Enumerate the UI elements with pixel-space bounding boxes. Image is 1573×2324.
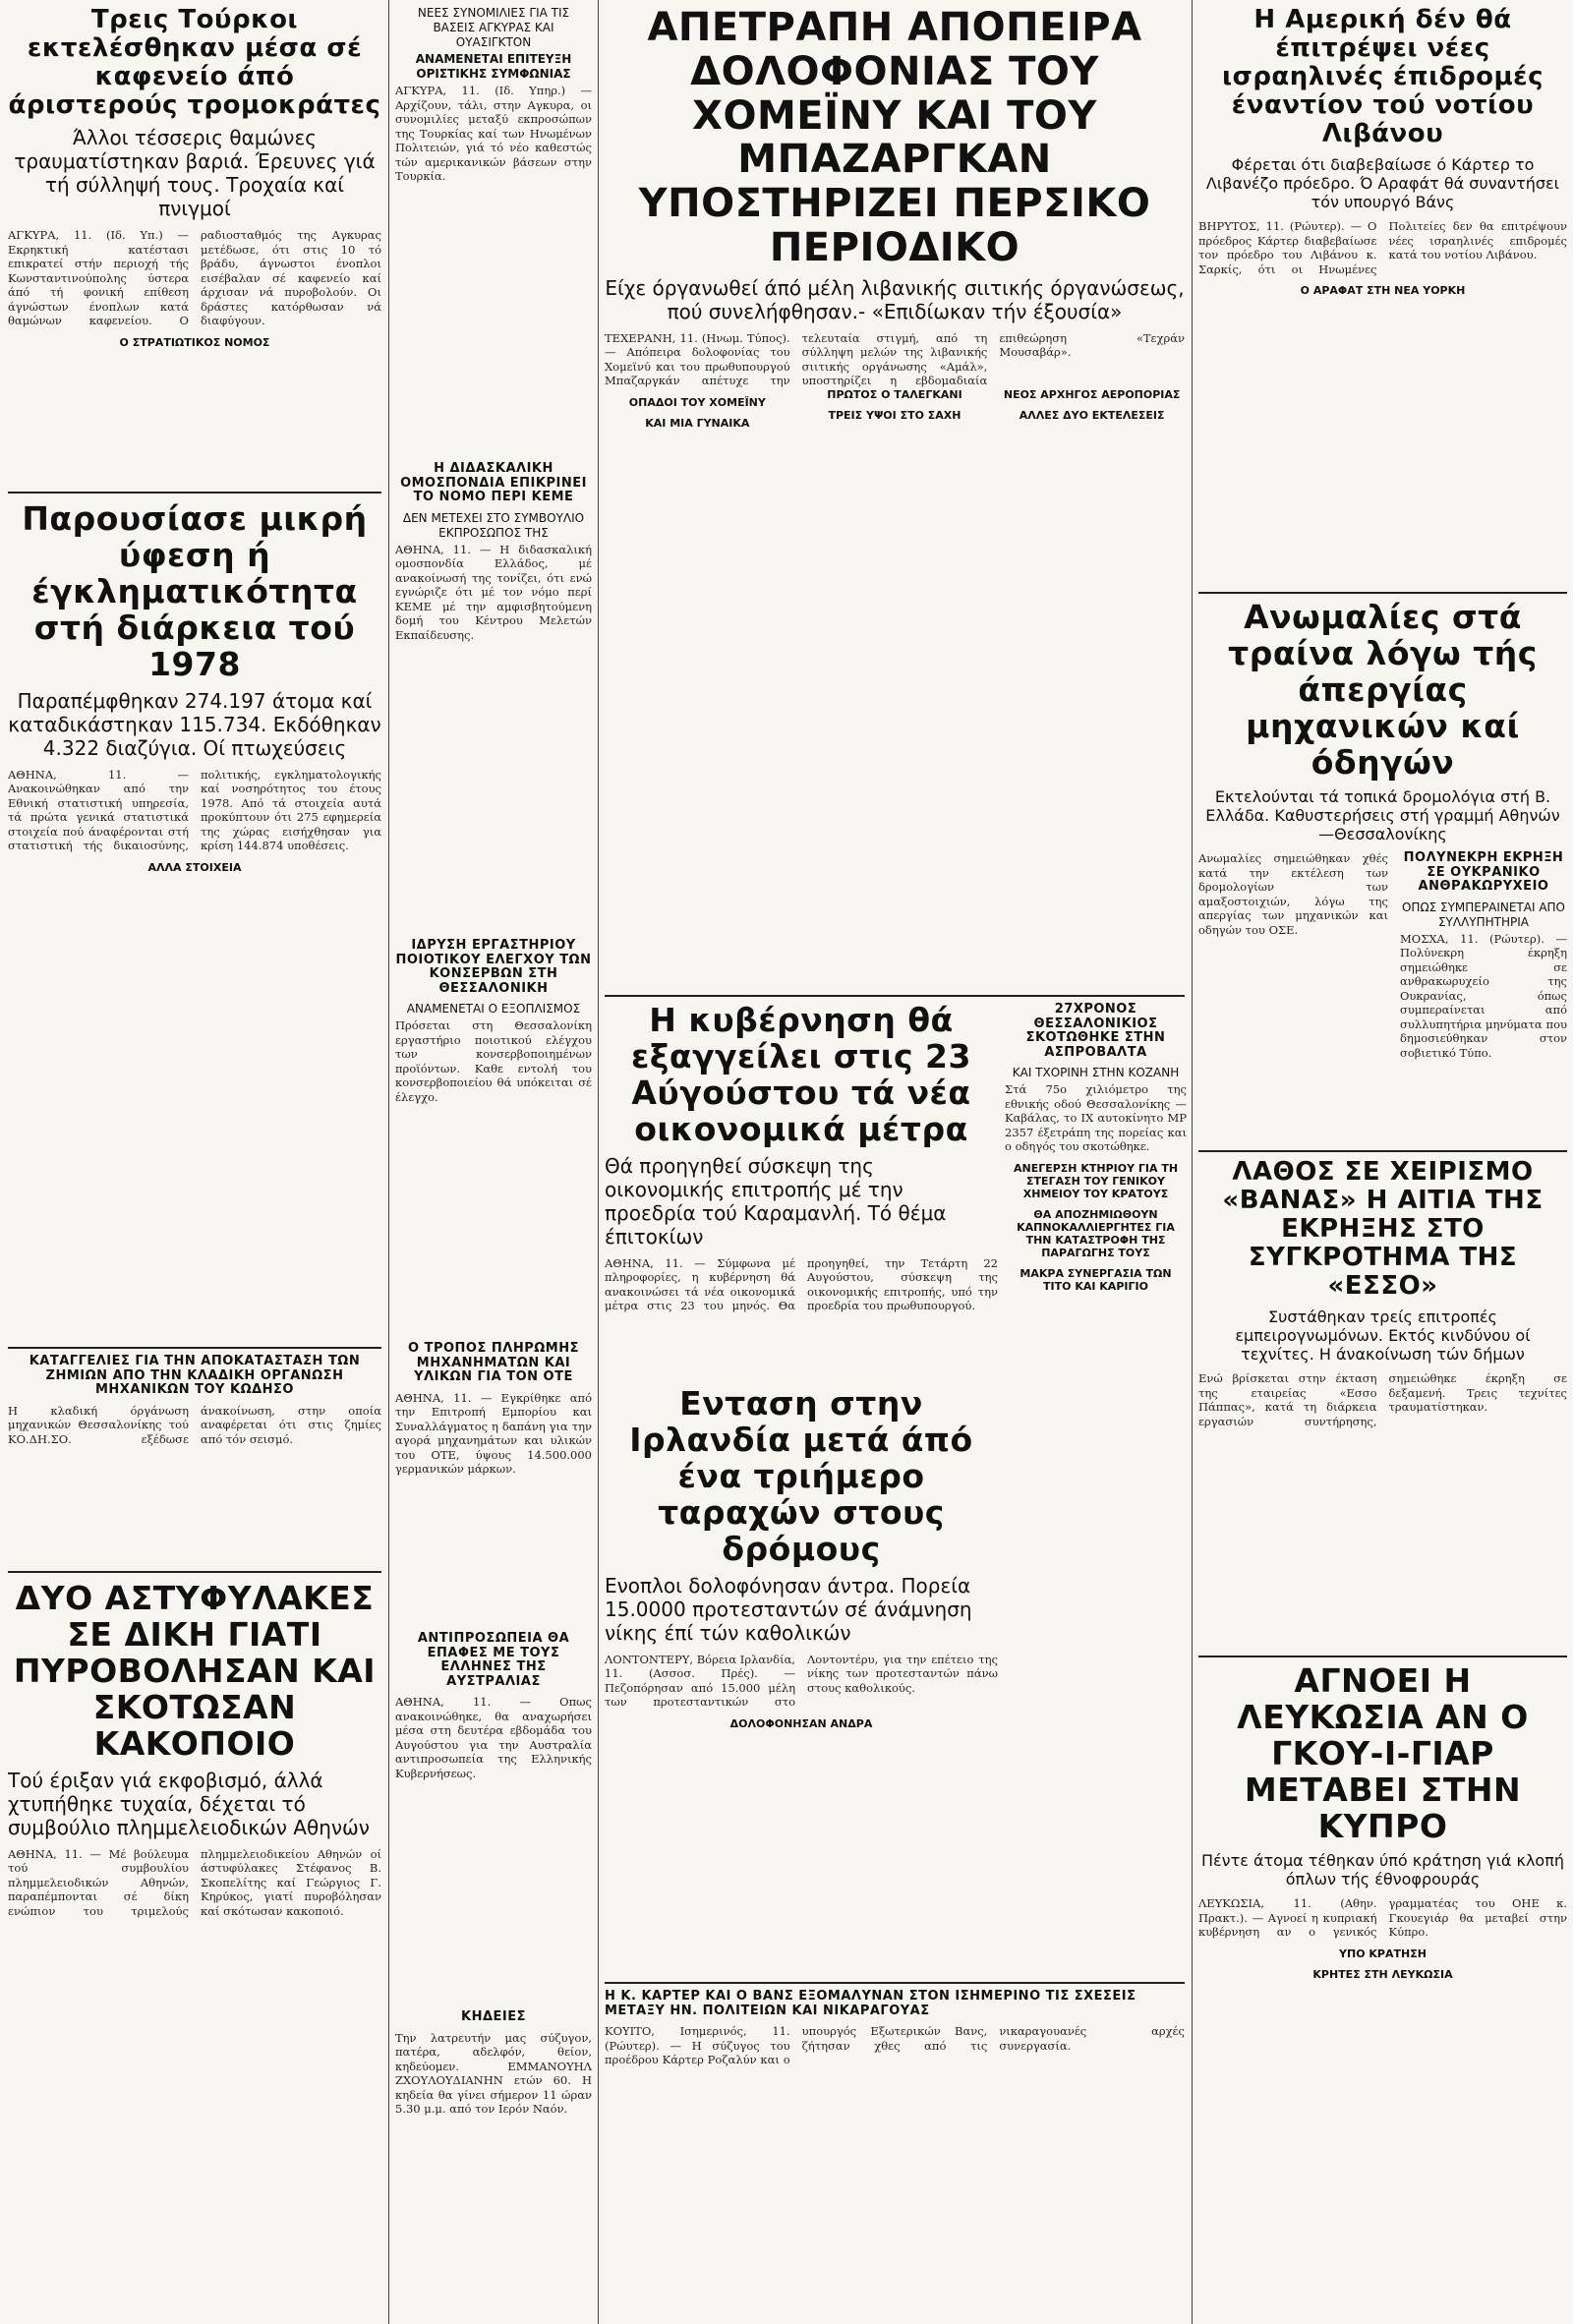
headline-lab: ΙΔΡΥΣΗ ΕΡΓΑΣΤΗΡΙΟΥ ΠΟΙΟΤΙΚΟΥ ΕΛΕΓΧΟΥ ΤΩΝ ΚΟΝΣΕΡΒΩΝ ΣΤΗ ΘΕΣΣΑΛΟΝΙΚΗ xyxy=(395,939,592,996)
section-thessaloniki-1: ΑΝΕΓΕΡΣΗ ΚΤΗΡΙΟΥ ΓΙΑ ΤΗ ΣΤΕΓΑΣΗ ΤΟΥ ΓΕΝΙΚΟΥ ΧΗΜΕΙΟΥ ΤΟΥ ΚΡΑΤΟΥΣ xyxy=(1013,1161,1179,1200)
article-australia xyxy=(395,1632,592,2005)
body-lab: Πρόσεται στη Θεσσαλονίκη εργαστήριο ποιοτικού ελέγχου των κονσερβοποιημένων προϊόντων. Καθε εντολή του κονσερβοποιείου θά υπόκειται σέ έλεγχο. xyxy=(395,1018,592,1104)
subhead-khomeini: Είχε όργανωθεί άπό μέλη λιβανικής σιιτικής όργανώσεως, πού συνελήφθησαν.- «Επιδίωκαν τήν έξουσία» xyxy=(605,275,1185,323)
article-carter xyxy=(605,1990,1185,2318)
headline-keme: Η ΔΙΔΑΣΚΑΛΙΚΗ ΟΜΟΣΠΟΝΔΙΑ ΕΠΙΚΡΙΝΕΙ ΤΟ ΝΟΜΟ ΠΕΡΙ ΚΕΜΕ xyxy=(400,462,587,505)
body-esso: Ενώ βρίσκεται στην έκταση της εταιρείας «Εσσο Πάππας», κατά τη διάρκεια εργασιών συντήρησης, σημειώθηκε έκρηξη σε δεξαμενή. Τρεις τεχνίτες τραυματίστηκαν. xyxy=(1198,1371,1567,1428)
headline-ireland: Ενταση στην Ιρλανδία μετά άπό ένα τριήμερο ταραχών στους δρόμους xyxy=(629,1386,973,1568)
body-khomeini: ΤΕΧΕΡΑΝΗ, 11. (Ηνωμ. Τύπος). — Απόπειρα δολοφονίας του Χομεϊνύ και του πρωθυπουργού Μπαζαργκάν απέτυχε την τελευταία στιγμή, από τη σύλληψη μελών της λιβανικής σιιτικής οργάνωσης «Αμάλ», υποστηρίζει η εβδομαδιαία επιθεώρηση «Τεχράν Μουσαβάρ». xyxy=(605,330,1185,388)
subkicker-talks: ΑΝΑΜΕΝΕΤΑΙ ΕΠΙΤΕΥΞΗ ΟΡΙΣΤΙΚΗΣ ΣΥΜΦΩΝΙΑΣ xyxy=(415,52,572,81)
article-ireland xyxy=(605,1386,998,1976)
section-cyprus-2: ΚΡΗΤΕΣ ΣΤΗ ΛΕΥΚΩΣΙΑ xyxy=(1312,1967,1453,1981)
body-soviet: ΜΟΣΧΑ, 11. (Ρώυτερ). — Πολύνεκρη έκρηξη σημειώθηκε σε ανθρακωρυχείο της Ουκρανίας, όπως συμπεραίνεται από συλλυπητήρια μηνύματα που δημοσιεύθηκαν στον σοβιετικό Τύπο. xyxy=(1400,931,1567,1060)
article-america xyxy=(1198,6,1567,586)
article-strike xyxy=(1198,600,1567,1145)
headline-thessaloniki: 27ΧΡΟΝΟΣ ΘΕΣΣΑΛΟΝΙΚΙΟΣ ΣΚΟΤΩΘΗΚΕ ΣΤΗΝ ΑΣΠΡΟΒΑΛΤΑ xyxy=(1025,1003,1166,1060)
divider xyxy=(1198,1150,1567,1152)
section-khomeini-1: ΟΠΑΔΟΙ ΤΟΥ ΧΟΜΕΪΝΥ xyxy=(628,395,766,409)
subhead-ireland: Ενοπλοι δολοφόνησαν άντρα. Πορεία 15.0000 προτεσταντών σέ άνάμνηση νίκης έπί τών καθολικών xyxy=(605,1573,972,1645)
section-crime: ΑΛΛΑ ΣΤΟΙΧΕΙΑ xyxy=(147,860,242,874)
body-carter: ΚΟΥΙΤΟ, Ισημερινός, 11. (Ρώυτερ). — Η σύζυγος του προέδρου Κάρτερ Ροζαλύν και ο υπουργός Εξωτερικών Βανς, ζήτησαν χθες από τις νικαραγουανές αρχές συνεργασία. xyxy=(605,2024,1185,2067)
subhead-cyprus: Πέντε άτομα τέθηκαν ύπό κράτηση γιά κλοπή όπλων τής έθνοφρουράς xyxy=(1201,1850,1564,1888)
headline-carter: Η Κ. ΚΑΡΤΕΡ ΚΑΙ Ο ΒΑΝΣ ΕΞΟΜΑΛΥΝΑΝ ΣΤΟΝ ΙΣΗΜΕΡΙΝΟ ΤΙΣ ΣΧΕΣΕΙΣ ΜΕΤΑΞΥ ΗΝ. ΠΟΛΙΤΕΙΩΝ ΚΑΙ ΝΙΚΑΡΑΓΟΥΑΣ xyxy=(605,1990,1136,2018)
body-america: ΒΗΡΥΤΟΣ, 11. (Ρώυτερ). — Ο πρόεδρος Κάρτερ διαβεβαίωσε τον πρόεδρο του Λιβάνου κ. Σαρκίς, ότι οι Ηνωμένες Πολιτείες δεν θα επιτρέψουν νέες ισραηλινές επιδρομές κατά του νοτίου Λιβάνου. xyxy=(1198,219,1567,276)
headline-measures: Η κυβέρνηση θά εξαγγείλει στις 23 Αύγούστου τά νέα οικονομικά μέτρα xyxy=(631,1003,971,1148)
subhead-crime: Παραπέμφθηκαν 274.197 άτομα καί καταδικάστηκαν 115.734. Εκδόθηκαν 4.322 διαζύγια. Οί πτωχεύσεις xyxy=(8,688,381,760)
body-turks: ΑΓΚΥΡΑ, 11. (Ιδ. Υπ.) — Εκρηκτική κατέστασι επικρατεί στήν περιοχή τής Κωνσταντινούπολης ύστερα άπό τή φονική επίθεση άγνώστων ένοπλων κατά θαμώνων καφενείου. Ο ραδιοσταθμός της Αγκυρας μετέδωσε, ότι στις 10 τό βράδυ, άγνωστοι ένοπλοι εισέβαλαν σέ καφενείο καί άρχισαν νά πυροβολούν. Οι δράστες κατόρθωσαν νά διαφύγουν. xyxy=(8,228,381,328)
headline-funeral: ΚΗΔΕΙΕΣ xyxy=(461,2010,526,2024)
section-khomeini-4: ΤΡΕΙΣ ΥΨΟΙ ΣΤΟ ΣΑΧΗ xyxy=(828,408,961,422)
subhead-esso: Συστάθηκαν τρείς επιτροπές εμπειρογνωμόνων. Εκτός κινδύνου οί τεχνίτες. Η άνακοίνωση τών δήμων xyxy=(1235,1307,1531,1364)
headline-esso: ΛΑΘΟΣ ΣΕ ΧΕΙΡΙΣΜΟ «ΒΑΝΑΣ» Η ΑΙΤΙΑ ΤΗΣ ΕΚΡΗΞΗΣ ΣΤΟ ΣΥΓΚΡΟΤΗΜΑ ΤΗΣ «ΕΣΣΟ» xyxy=(1222,1158,1544,1302)
divider xyxy=(1198,592,1567,594)
subhead-measures: Θά προηγηθεί σύσκεψη της οικονομικής επιτροπής μέ την προεδρία τού Καραμανλή. Τό θέμα έπιτοκίων xyxy=(605,1153,947,1249)
section-khomeini-6: ΑΛΛΕΣ ΔΥΟ ΕΚΤΕΛΕΣΕΙΣ xyxy=(1019,408,1165,422)
section-thessaloniki-2: ΘΑ ΑΠΟΖΗΜΙΩΘΟΥΝ ΚΑΠΝΟΚΑΛΛΙΕΡΓΗΤΕΣ ΓΙΑ ΤΗΝ ΚΑΤΑΣΤΡΟΦΗ ΤΗΣ ΠΑΡΑΓΩΓΗΣ ΤΟΥΣ xyxy=(1017,1207,1175,1259)
headline-damages: ΚΑΤΑΓΓΕΛΙΕΣ ΓΙΑ ΤΗΝ ΑΠΟΚΑΤΑΣΤΑΣΗ ΤΩΝ ΖΗΜΙΩΝ ΑΠΟ ΤΗΝ ΚΛΑΔΙΚΗ ΟΡΓΑΝΩΣΗ ΜΗΧΑΝΙΚΩΝ ΤΟΥ ΚΩΔΗΣΟ xyxy=(29,1355,361,1398)
article-police xyxy=(8,1581,381,2318)
section-thessaloniki-3: ΜΑΚΡΑ ΣΥΝΕΡΓΑΣΙΑ ΤΩΝ ΤΙΤΟ ΚΑΙ ΚΑΡΙΓΙΟ xyxy=(1020,1266,1172,1293)
article-khomeini xyxy=(605,6,1185,989)
headline-strike: Ανωμαλίες στά τραίνα λόγω τής άπεργίας μηχανικών καί όδηγών xyxy=(1228,600,1538,782)
column-rule-3 xyxy=(1192,0,1193,2324)
divider xyxy=(1198,1656,1567,1657)
headline-cyprus: ΑΓΝΟΕΙ Η ΛΕΥΚΩΣΙΑ ΑΝ Ο ΓΚΟΥ-Ι-ΓΙΑΡ ΜΕΤΑΒΕΙ ΣΤΗΝ ΚΥΠΡΟ xyxy=(1237,1663,1529,1845)
article-ote xyxy=(395,1342,592,1627)
body-talks: ΑΓΚΥΡΑ, 11. (Ιδ. Υπηρ.) — Αρχίζουν, τάλι, στην Αγκυρα, οι συνομιλίες μεταξύ εκπροσώπων της Τουρκίας καί των Ηνωμένων Πολιτειών, γιά τό νέο καθεστώς τών αμερικανικών βάσεων στην Τουρκία. xyxy=(395,84,592,183)
subkicker-thessaloniki: ΚΑΙ ΤΧΟΡΙΝΗ ΣΤΗΝ ΚΟΖΑΝΗ xyxy=(1012,1066,1180,1080)
body-crime: ΑΘΗΝΑ, 11. — Ανακοινώθηκαν από την Εθνική στατιστική υπηρεσία, τά πρώτα γενικά στατιστικά στοιχεία πού άναφέρονται στή στατιστική τής δικαιοσύνης, πολιτικής, εγκληματολογικής καί νοσηρότητος του έτους 1978. Από τά στοιχεία αυτά προκύπτουν ότι 275 εφημερεία της χώρας εισήχθησαν για κρίση 144.874 υποθέσεις. xyxy=(8,767,381,853)
subhead-america: Φέρεται ότι διαβεβαίωσε ό Κάρτερ το Λιβανέζο πρόεδρο. Ό Αραφάτ θά συναντήσει τόν υπουργό Βάνς xyxy=(1205,154,1560,211)
body-ote: ΑΘΗΝΑ, 11. — Εγκρίθηκε από την Επιτροπή Εμπορίου και Συναλλάγματος η δαπάνη για την αγορά μηχανημάτων και υλικών του ΟΤΕ, ύψους 14.500.000 γερμανικών μάρκων. xyxy=(395,1390,592,1477)
article-keme xyxy=(395,462,592,934)
article-lab xyxy=(395,939,592,1337)
divider xyxy=(8,1571,381,1573)
article-crime xyxy=(8,501,381,1342)
subhead-police: Τού έριξαν γιά εκφοβισμό, άλλά χτυπήθηκε τυχαία, δέχεται τό συμβούλιο πλημμελειοδικών Αθηνών xyxy=(8,1768,370,1839)
article-esso xyxy=(1198,1158,1567,1650)
section-khomeini-2: ΚΑΙ ΜΙΑ ΓΥΝΑΙΚΑ xyxy=(645,416,750,430)
headline-khomeini: ΑΠΕΤΡΑΠΗ ΑΠΟΠΕΙΡΑ ΔΟΛΟΦΟΝΙΑΣ ΤΟΥ ΧΟΜΕΪΝΥ ΚΑΙ ΤΟΥ ΜΠΑΖΑΡΓΚΑΝ ΥΠΟΣΤΗΡΙΖΕΙ ΠΕΡΣΙΚΟ ΠΕΡΙΟΔΙΚΟ xyxy=(638,6,1151,270)
section-turks: Ο ΣΤΡΑΤΙΩΤΙΚΟΣ ΝΟΜΟΣ xyxy=(119,335,270,349)
article-talks xyxy=(395,6,592,458)
section-khomeini-3: ΠΡΩΤΟΣ Ο ΤΑΛΕΓΚΑΝΙ xyxy=(827,387,962,401)
headline-ote: Ο ΤΡΟΠΟΣ ΠΛΗΡΩΜΗΣ ΜΗΧΑΝΗΜΑΤΩΝ ΚΑΙ ΥΛΙΚΩΝ ΓΙΑ ΤΟΝ ΟΤΕ xyxy=(408,1342,579,1385)
section-ireland: ΔΟΛΟΦΟΝΗΣΑΝ ΑΝΔΡΑ xyxy=(729,1716,873,1730)
divider xyxy=(605,995,1185,997)
subhead-strike: Εκτελούνται τά τοπικά δρομολόγια στή Β. Ελλάδα. Καθυστερήσεις στή γραμμή Αθηνών—Θεσσαλονίκης xyxy=(1205,786,1560,844)
subkicker-soviet: ΟΠΩΣ ΣΥΜΠΕΡΑΙΝΕΤΑΙ ΑΠΟ ΣΥΛΛΥΠΗΤΗΡΙΑ xyxy=(1401,900,1566,929)
subkicker-lab: ΑΝΑΜΕΝΕΤΑΙ Ο ΕΞΟΠΛΙΣΜΟΣ xyxy=(406,1002,581,1017)
column-rule-2 xyxy=(598,0,599,2324)
article-turks xyxy=(8,6,381,485)
subhead-turks: Άλλοι τέσσερις θαμώνες τραυματίστηκαν βαριά. Έρευνες γιά τή σύλληψή τους. Τροχαία καί πνιγμοί xyxy=(14,126,376,221)
article-thessaloniki xyxy=(1005,1003,1187,1976)
body-thessaloniki: Στά 75ο χιλιόμετρο της εθνικής οδού Θεσσαλονίκης — Καβάλας, το ΙΧ αυτοκίνητο ΜΡ 2357 έξετράπη της πορείας και ο οδηγός του σκοτώθηκε. xyxy=(1005,1082,1187,1154)
article-funeral xyxy=(395,2010,592,2318)
divider xyxy=(8,1347,381,1349)
body-australia: ΑΘΗΝΑ, 11. — Οπως ανακοινώθηκε, θα αναχωρήσει μέσα στη δευτέρα εβδομάδα του Αυγούστου για την Αυστραλία αντιπροσωπεία της Ελληνικής Κυβερνήσεως. xyxy=(395,1695,592,1780)
article-soviet xyxy=(1400,851,1567,1060)
section-america: Ο ΑΡΑΦΑΤ ΣΤΗ ΝΕΑ ΥΟΡΚΗ xyxy=(1300,284,1466,298)
section-cyprus-1: ΥΠΟ ΚΡΑΤΗΣΗ xyxy=(1339,1946,1427,1960)
body-strike: Ανωμαλίες σημειώθηκαν χθές κατά την εκτέλεση των δρομολογίων των αμαξοστοιχιών, λόγω της απεργίας των μηχανικών και οδηγών του ΟΣΕ. xyxy=(1198,851,1388,937)
headline-turks: Τρεις Τούρκοι εκτελέσθηκαν μέσα σέ καφενείο άπό άριστερούς τρομοκράτες xyxy=(8,6,381,121)
divider xyxy=(8,492,381,494)
body-damages: Η κλαδική όργάνωση μηχανικών Θεσσαλονίκης τού ΚΟ.ΔΗ.ΣΟ. εξέδωσε άνακοίνωση, στην οποία αναφέρεται ότι στις ζημίες από τόν σεισμό. xyxy=(8,1403,381,1446)
subkicker-keme: ΔΕΝ ΜΕΤΕΧΕΙ ΣΤΟ ΣΥΜΒΟΥΛΙΟ ΕΚΠΡΟΣΩΠΟΣ ΤΗΣ xyxy=(402,510,585,540)
body-cyprus: ΛΕΥΚΩΣΙΑ, 11. (Αθην. Πρακτ.). — Αγνοεί η κυπριακή κυβέρνηση αν ο γενικός γραμματέας του ΟΗΕ κ. Γκουεγιάρ θα μεταβεί στην Κύπρο. xyxy=(1198,1896,1567,1940)
headline-crime: Παρουσίασε μικρή ύφεση ή έγκληματικότητα στή διάρκεια τού 1978 xyxy=(22,501,368,683)
headline-soviet: ΠΟΛΥΝΕΚΡΗ ΕΚΡΗΞΗ ΣΕ ΟΥΚΡΑΝΙΚΟ ΑΝΘΡΑΚΩΡΥΧΕΙΟ xyxy=(1403,850,1564,895)
headline-police: ΔΥΟ ΑΣΤΥΦΥΛΑΚΕΣ ΣΕ ΔΙΚΗ ΓΙΑΤΙ ΠΥΡΟΒΟΛΗΣΑΝ ΚΑΙ ΣΚΟΤΩΣΑΝ ΚΑΚΟΠΟΙΟ xyxy=(13,1581,377,1763)
column-rule-1 xyxy=(388,0,389,2324)
body-keme: ΑΘΗΝΑ, 11. — Η διδασκαλική ομοσπονδία Ελλάδος, μέ ανακοίνωσή της τονίζει, ότι ενώ εγνώριζε ότι μέ τον νόμο περί ΚΕΜΕ μέ την αμφισβητούμενη δομή του Κέντρου Μελετών Εκπαίδευσης. xyxy=(395,542,592,642)
divider xyxy=(605,1982,1185,1984)
article-damages xyxy=(8,1355,381,1566)
body-funeral: Την λατρευτήν μας σύζυγον, πατέρα, αδελφόν, θείον, κηδεύομεν. ΕΜΜΑΝΟΥΗΛ ΖΧΟΥΛΟΥΔΙΑΝΗΝ ετών 60. Η κηδεία θα γίνει σήμερον 11 ώραν 5.30 μ.μ. από τον Ιερόν Ναόν. xyxy=(395,2030,592,2117)
headline-america: Η Αμερική δέν θά έπιτρέψει νέες ισραηλινές έπιδρομές έναντίον τού νοτίου Λιβάνου xyxy=(1221,6,1544,149)
section-khomeini-5: ΝΕΟΣ ΑΡΧΗΓΟΣ ΑΕΡΟΠΟΡΙΑΣ xyxy=(1003,387,1181,401)
headline-australia: ΑΝΤΙΠΡΟΣΩΠΕΙΑ ΘΑ ΕΠΑΦΕΣ ΜΕ ΤΟΥΣ ΕΛΛΗΝΕΣ ΤΗΣ ΑΥΣΤΡΑΛΙΑΣ xyxy=(417,1632,570,1689)
body-measures: ΑΘΗΝΑ, 11. — Σύμφωνα μέ πληροφορίες, η κυβέρνηση θά ανακοινώσει τά νέα οικονομικά μέτρα στις 23 του μηνός. Θα προηγηθεί, την Τετάρτη 22 Αυγούστου, σύσκεψη της οικονομικής επιτροπής, υπό την προεδρία του πρωθυπουργού. xyxy=(605,1255,998,1313)
article-measures xyxy=(605,1003,998,1381)
kicker-talks: ΝΕΕΣ ΣΥΝΟΜΙΛΙΕΣ ΓΙΑ ΤΙΣ ΒΑΣΕΙΣ ΑΓΚΥΡΑΣ ΚΑΙ ΟΥΑΣΙΓΚΤΟΝ xyxy=(417,6,570,49)
body-police: ΑΘΗΝΑ, 11. — Μέ βούλευμα τού συμβουλίου πλημμελειοδικών Αθηνών, παραπέμπονται σέ δίκη ενώπιον του τριμελούς πλημμελειοδικείου Αθηνών οί άστυφύλακες Στέφανος Β. Σκοπελίτης καί Γεώργιος Γ. Κηρύκος, γιατί πυροβόλησαν καί σκότωσαν κακοποιό. xyxy=(8,1846,381,1918)
body-ireland: ΛΟΝΤΟΝΤΕΡΥ, Βόρεια Ιρλανδία, 11. (Ασσοσ. Πρές). — Πεζοπόρησαν από 15.000 μέλη των προτεσταντικών στο Λοντοντέρυ, για την επέτειο της νίκης των προτεσταντών πάνω στους καθολικούς. xyxy=(605,1652,998,1710)
article-cyprus xyxy=(1198,1663,1567,2318)
